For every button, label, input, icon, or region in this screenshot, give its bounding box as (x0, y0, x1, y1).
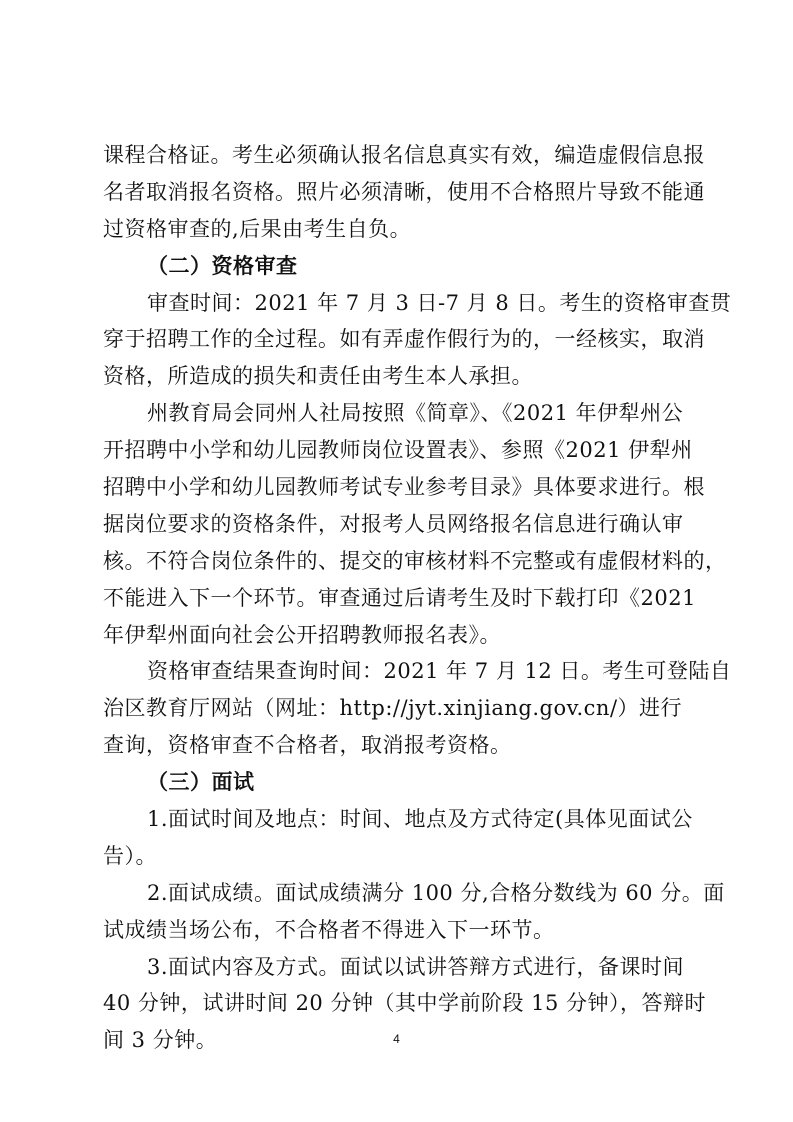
document-body (103, 137, 732, 1059)
paragraph-line: 资格，所造成的损失和责任由考生本人承担。 (103, 364, 533, 389)
paragraph-line: 州教育局会同州人社局按照《简章》、《2021 年伊犁州公 (147, 401, 684, 426)
paragraph-line: 间 3 分钟。 (103, 1028, 218, 1053)
paragraph-line: 过资格审查的,后果由考生自负。 (103, 216, 412, 241)
page-number: 4 (393, 1032, 400, 1046)
paragraph-line: 开招聘中小学和幼儿园教师岗位设置表》、参照《2021 伊犁州 (103, 438, 693, 463)
paragraph-line: 3.面试内容及方式。面试以试讲答辩方式进行，备课时间 (147, 954, 685, 979)
section-heading-qualification-review: （二）资格审查 (147, 252, 298, 278)
paragraph-line: 试成绩当场公布，不合格者不得进入下一环节。 (103, 917, 555, 942)
section-heading-interview: （三）面试 (147, 769, 255, 795)
paragraph-line: 核。不符合岗位条件的、提交的审核材料不完整或有虚假材料的， (103, 548, 727, 573)
paragraph-line: 名者取消报名资格。照片必须清晰，使用不合格照片导致不能通 (103, 179, 705, 204)
paragraph-line: 据岗位要求的资格条件，对报考人员网络报名信息进行确认审 (103, 511, 684, 536)
paragraph-line: 告）。 (103, 843, 157, 868)
paragraph-line: 资格审查结果查询时间：2021 年 7 月 12 日。考生可登陆自 (147, 659, 732, 684)
paragraph-line: 审查时间：2021 年 7 月 3 日-7 月 8 日。考生的资格审查贯 (147, 290, 732, 315)
paragraph-line: 1.面试时间及地点：时间、地点及方式待定(具体见面试公 (147, 807, 693, 832)
paragraph-line: 不能进入下一个环节。审查通过后请考生及时下载打印《2021 (103, 585, 696, 610)
paragraph-line: 课程合格证。考生必须确认报名信息真实有效，编造虚假信息报 (103, 143, 705, 167)
paragraph-line: 穿于招聘工作的全过程。如有弄虚作假行为的，一经核实，取消 (103, 327, 705, 352)
paragraph-line: 2.面试成绩。面试成绩满分 100 分,合格分数线为 60 分。面 (147, 880, 725, 905)
paragraph-line: 治区教育厅网站（网址：http://jyt.xinjiang.gov.cn/）进行 (103, 696, 683, 721)
paragraph-line: 年伊犁州面向社会公开招聘教师报名表》。 (103, 622, 501, 647)
paragraph-line: 查询，资格审查不合格者，取消报考资格。 (103, 733, 512, 758)
paragraph-line: 40 分钟，试讲时间 20 分钟（其中学前阶段 15 分钟），答辩时 (103, 991, 707, 1016)
paragraph-line: 招聘中小学和幼儿园教师考试专业参考目录》具体要求进行。根 (103, 475, 705, 500)
